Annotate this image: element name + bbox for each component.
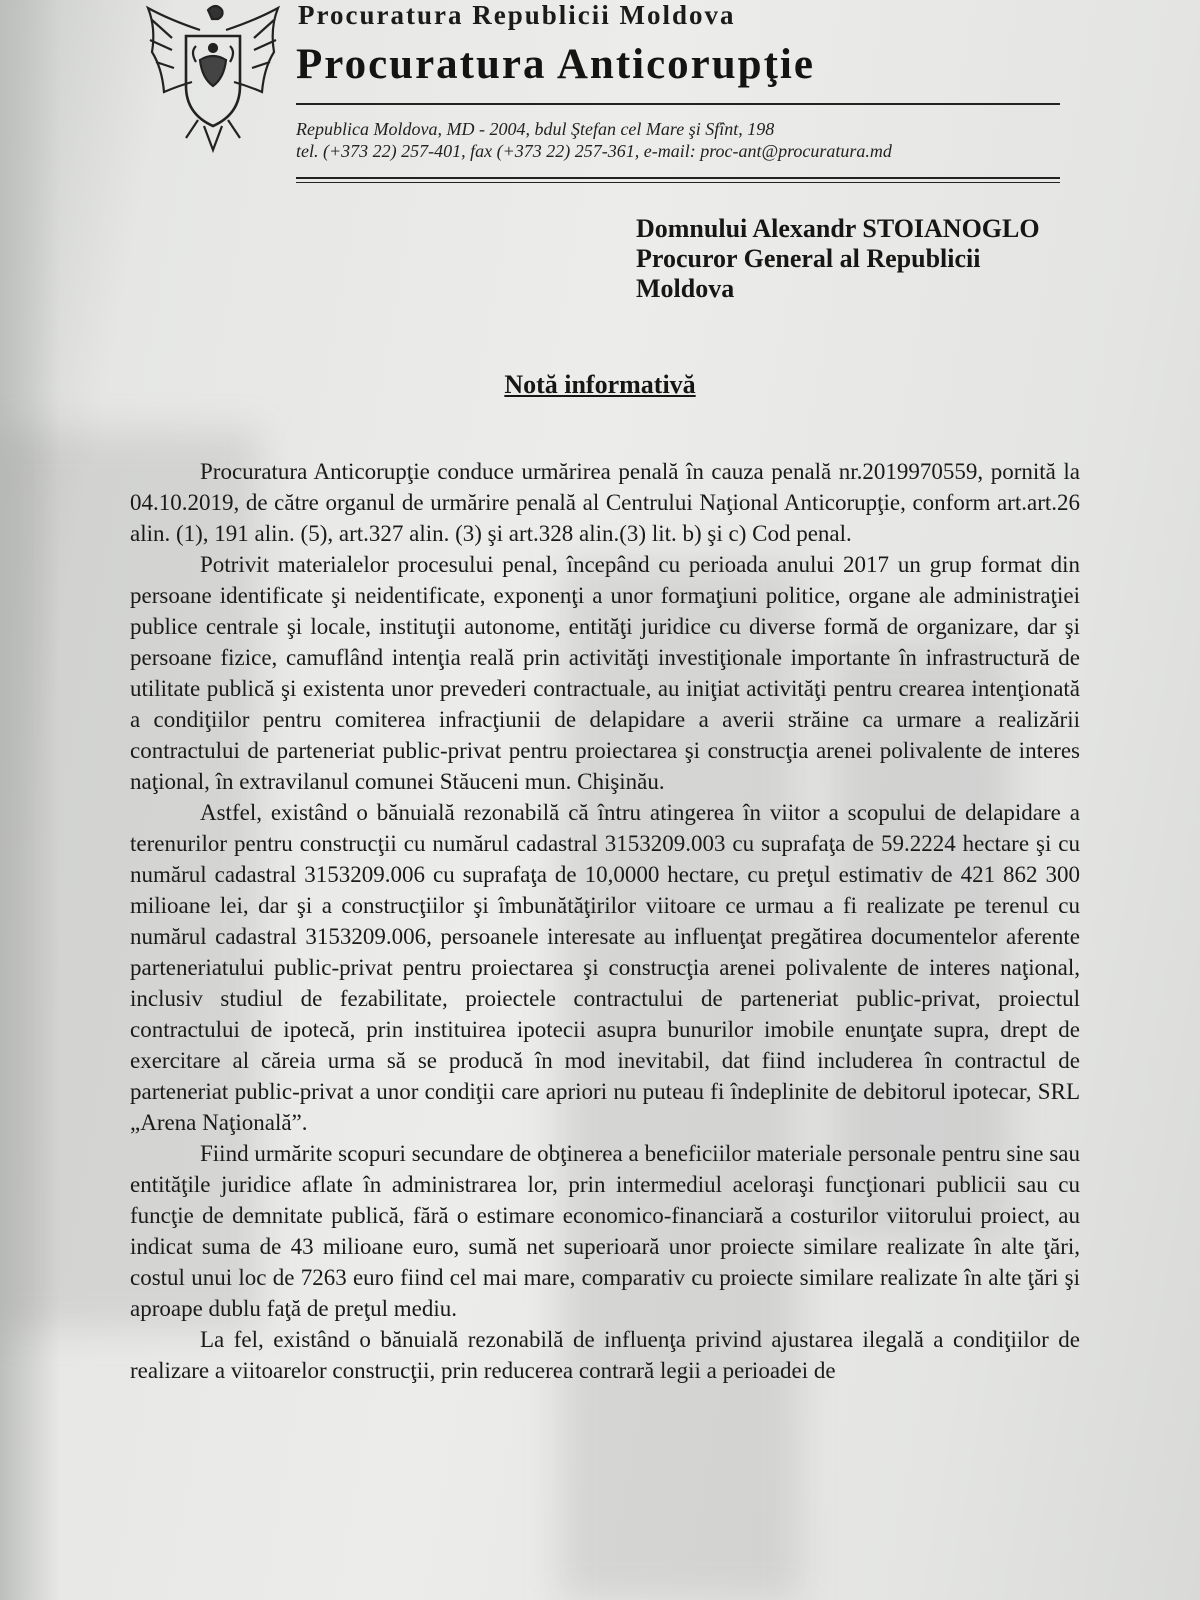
paper-edge [0,0,60,1600]
header-divider-double [296,182,1060,183]
header-contact-block [296,118,1056,162]
institution-contacts: tel. (+373 22) 257-401, fax (+373 22) 257-361, e-mail: proc-ant@procuratura.md [296,141,892,161]
addressee-line: Moldova [636,274,735,303]
body-paragraph: Potrivit materialelor procesului penal, începând cu perioada anului 2017 un grup format din persoane identificate şi neidentificate, exponenţi a unor formaţiuni politice, organe ale administraţiei publice centrale şi locale, instituţii autonome, entităţi juridice cu diverse formă de organizare, dar şi persoane fizice, camuflând intenţia reală prin activităţi investiţionale importante în infrastructură de utilitate publică şi existenta unor prevederi contractuale, au iniţiat activităţi pentru crearea intenţionată a condiţiilor pentru comiterea infracţiunii de delapidare a averii străine ca urmare a realizării contractului de parteneriat public-privat pentru proiectarea şi construcţia arenei polivalente de interes naţional, în extravilanul comunei Stăuceni mun. Chişinău. [130,552,1080,794]
body-paragraph: La fel, existând o bănuială rezonabilă de influenţa privind ajustarea ilegală a condiţiilor de realizare a viitoarelor construcţii, prin reducerea contrară legii a perioadei de [130,1327,1080,1383]
header-divider-double [296,177,1060,179]
body-paragraph: Astfel, existând o bănuială rezonabilă că întru atingerea în viitor a scopului de delapidare a terenurilor pentru construcţii cu numărul cadastral 3153209.003 cu suprafaţa de 59.2224 hectare şi cu numărul cadastral 3153209.006 cu suprafaţa de 10,0000 hectare, cu preţul estimativ de 421 862 300 milioane lei, dar şi a construcţiilor şi îmbunătăţirilor viitoare ce urmau a fi realizate pe terenul cu numărul cadastral 3153209.006, persoanele interesate au influenţat pregătirea documentelor aferente parteneriatului public-privat pentru proiectarea şi construcţia arenei polivalente de interes naţional, inclusiv studiul de fezabilitate, proiectele contractului de parteneriat public-privat, proiectul contractului de ipotecă, prin instituirea ipotecii asupra bunurilor imobile enunţate supra, drept de exercitare al căreia urma să se producă în mod inevitabil, dat fiind includerea în contractul de parteneriat public-privat a unor condiţii care apriori nu puteau fi îndeplinite de debitorul ipotecar, SRL „Arena Naţională”. [130,800,1080,1135]
institution-name-line1: Procuratura Republicii Moldova [298,0,736,30]
body-paragraph: Fiind urmărite scopuri secundare de obţinerea a beneficiilor materiale personale pentru sine sau entităţile juridice aflate în administrarea lor, prin intermediul aceloraşi funcţionari publicii sau cu funcţie de demnitate publică, fără o estimare economico-financiară a costurilor viitorului proiect, au indicat suma de 43 milioane euro, sumă net superioară unor proiecte similare realizate în alte ţări, costul unui loc de 7263 euro fiind cel mai mare, comparativ cu proiecte similare realizate în alte ţări şi aproape dublu faţă de preţul mediu. [130,1141,1080,1321]
document-title: Notă informativă [504,370,696,399]
addressee-block [636,214,1106,304]
moldova-coat-of-arms-icon [138,0,288,160]
institution-address: Republica Moldova, MD - 2004, bdul Ştefan cel Mare şi Sfînt, 198 [296,119,775,139]
document-body [130,456,1080,1386]
body-paragraph: Procuratura Anticorupţie conduce urmărirea penală în cauza penală nr.2019970559, pornită la 04.10.2019, de către organul de urmărire penală al Centrului Naţional Anticorupţie, conform art.art.26 alin. (1), 191 alin. (5), art.327 alin. (3) şi art.328 alin.(3) lit. b) şi c) Cod penal. [130,459,1080,546]
addressee-line: Domnului Alexandr STOIANOGLO [636,214,1040,243]
institution-name-line2: Procuratura Anticorupţie [296,41,815,88]
addressee-line: Procuror General al Republicii [636,244,981,273]
header-divider [296,103,1060,105]
